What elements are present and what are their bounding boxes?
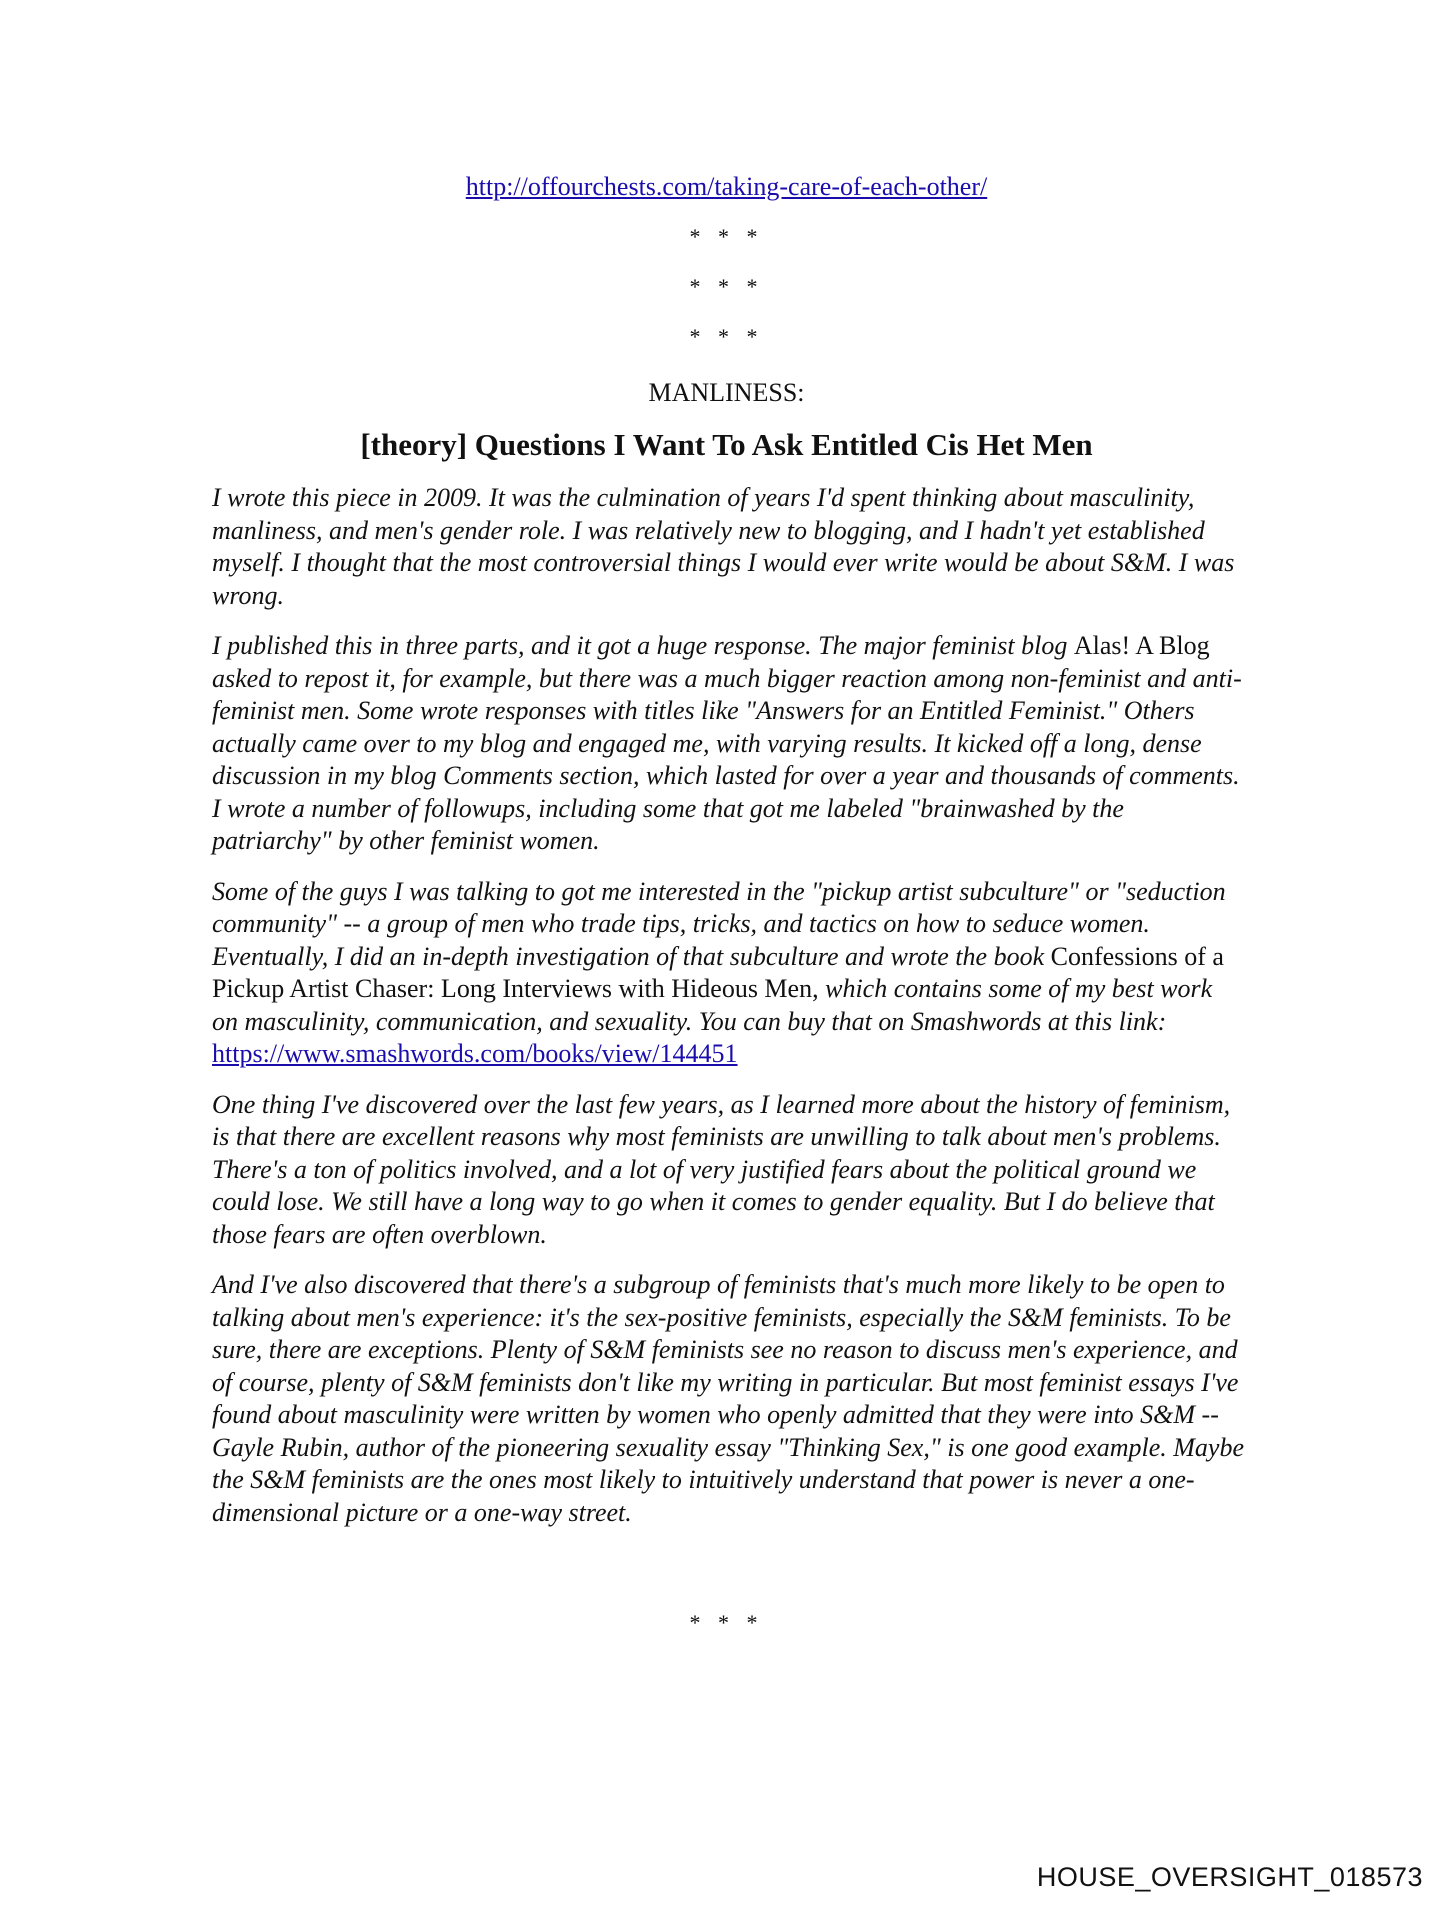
- book-title: Confessions of a Pickup Artist Chaser: Long Interviews with Hideous Men,: [212, 941, 1224, 1003]
- separator-3: * * *: [689, 324, 764, 349]
- paragraph-4: One thing I've discovered over the last few years, as I learned more about the history of feminism, is that there are excellent reasons why most feminists are unwilling to talk about men's problems. There's a ton of politics involved, and a lot of very justified fears about the political ground we could lose. We still have a long way to go when it comes to gender equality. But I do believe that those fears are often overblown.: [212, 1089, 1231, 1249]
- article-title: [theory] Questions I Want To Ask Entitled Cis Het Men: [360, 427, 1093, 462]
- separator-1: * * *: [689, 224, 764, 249]
- paragraph-2-text-c: asked to repost it, for example, but there was a much bigger reaction among non-feminist and anti-feminist men. Some wrote responses with titles like "Answers for an Entitled Feminist." Others actually came over to my blog and engaged me, with varying results. It kicked off a long, dense discussion in my blog Comments section, which lasted for over a year and thousands of comments. I wrote a number of followups, including some that got me labeled "brainwashed by the patriarchy" by other feminist women.: [212, 663, 1242, 855]
- header-url-line: [0, 172, 1453, 202]
- paragraph-3-text-c: which contains some of my best work on masculinity, communication, and sexuality. You can buy that on Smashwords at this link:: [212, 974, 1213, 1036]
- paragraph-2: [212, 630, 1244, 858]
- paragraph-3: [212, 876, 1244, 1071]
- header-url-link[interactable]: http://offourchests.com/taking-care-of-each-other/: [465, 172, 988, 201]
- article-body: [212, 482, 1244, 1547]
- paragraph-2-text-a: I published this in three parts, and it got a huge response. The major feminist blog: [212, 631, 1074, 660]
- section-label: MANLINESS:: [648, 378, 805, 407]
- paragraph-1: I wrote this piece in 2009. It was the culmination of years I'd spent thinking about masculinity, manliness, and men's gender role. I was relatively new to blogging, and I hadn't yet established myself. I thought that the most controversial things I would ever write would be about S&M. I was wrong.: [212, 483, 1235, 610]
- paragraph-3-text-a: Some of the guys I was talking to got me interested in the "pickup artist subculture" or "seduction community" -- a group of men who trade tips, tricks, and tactics on how to seduce women. Eventually, I did an in-depth investigation of that subculture and wrote the book: [212, 876, 1226, 971]
- separator-2: * * *: [689, 274, 764, 299]
- blog-name: Alas! A Blog: [1073, 631, 1210, 660]
- smashwords-link[interactable]: https://www.smashwords.com/books/view/144451: [212, 1039, 738, 1068]
- paragraph-5: And I've also discovered that there's a subgroup of feminists that's much more likely to be open to talking about men's experience: it's the sex-positive feminists, especially the S&M feminists. To be sure, there are exceptions. Plenty of S&M feminists see no reason to discuss men's experience, and of course, plenty of S&M feminists don't like my writing in particular. But most feminist essays I've found about masculinity were written by women who openly admitted that they were into S&M -- Gayle Rubin, author of the pioneering sexuality essay "Thinking Sex," is one good example. Maybe the S&M feminists are the ones most likely to intuitively understand that power is never a one-dimensional picture or a one-way street.: [212, 1270, 1244, 1527]
- footer-doc-id: HOUSE_OVERSIGHT_018573: [1036, 1862, 1423, 1892]
- end-separator: * * *: [689, 1610, 764, 1635]
